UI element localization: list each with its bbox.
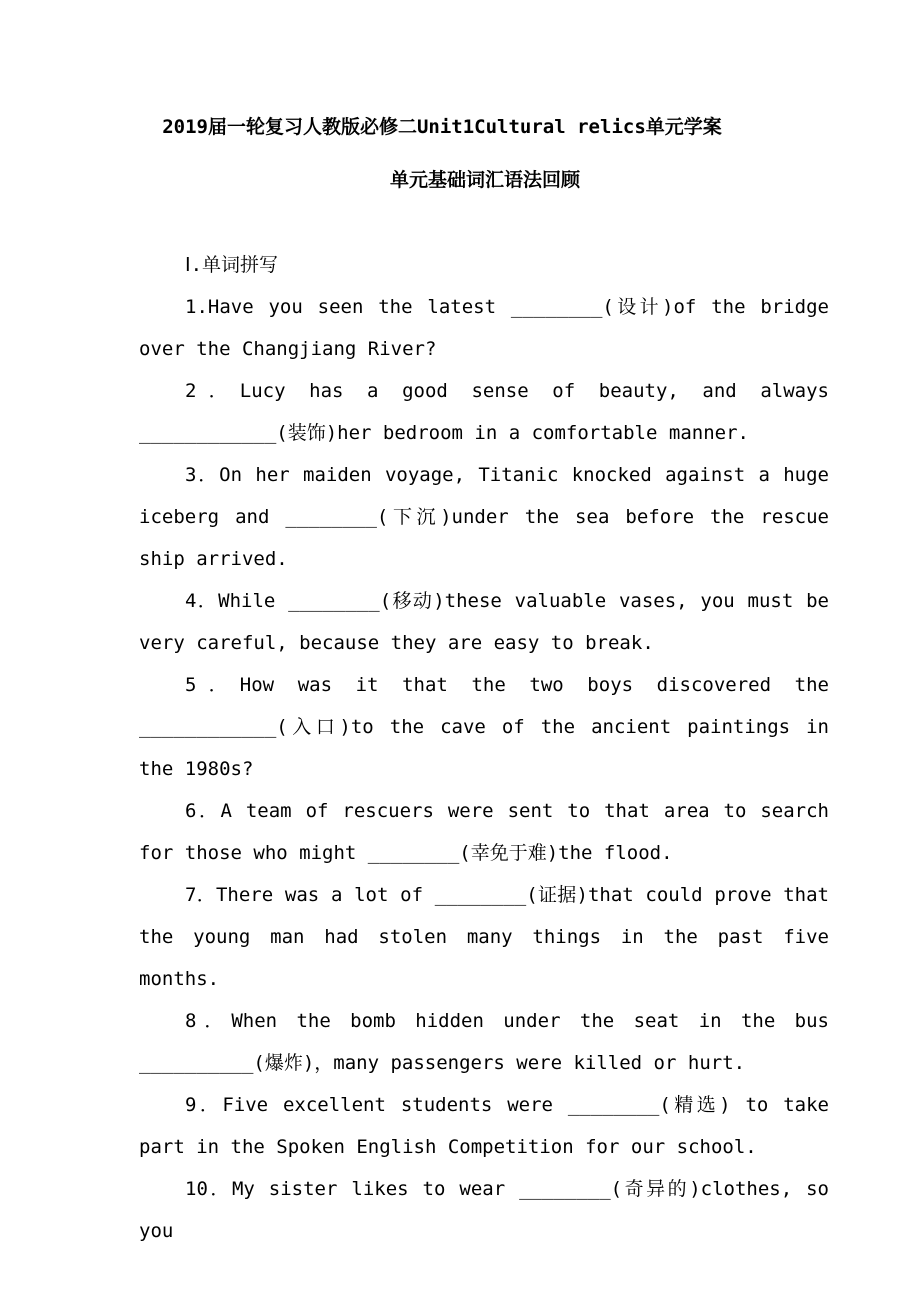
exercise-content xyxy=(139,244,841,1252)
question-text: 4．While ________(移动)these valuable vases, you must be very careful, because they are easy to break. xyxy=(139,590,841,654)
question-item xyxy=(139,370,841,454)
question-item xyxy=(139,454,841,580)
question-text: 3．On her maiden voyage, Titanic knocked against a huge iceberg and ________(下沉)under the sea before the rescue ship arrived. xyxy=(139,464,841,570)
question-item xyxy=(139,1168,841,1252)
question-item xyxy=(139,286,841,370)
question-item xyxy=(139,1000,841,1084)
section-heading: Ⅰ.单词拼写 xyxy=(185,254,279,276)
question-text: 6．A team of rescuers were sent to that area to search for those who might ________(幸免于难)the flood. xyxy=(139,800,841,864)
question-text: 5．How was it that the two boys discovered the ____________(入口)to the cave of the ancient paintings in the 1980s? xyxy=(139,674,841,780)
question-item xyxy=(139,790,841,874)
question-item xyxy=(139,664,841,790)
question-item xyxy=(139,1084,841,1168)
question-text: 10．My sister likes to wear ________(奇异的)clothes, so you xyxy=(139,1178,841,1242)
question-item xyxy=(139,874,841,1000)
question-text: 7．There was a lot of ________(证据)that could prove that the young man had stolen many things in the past five months. xyxy=(139,884,841,990)
question-text: 9．Five excellent students were ________(精选) to take part in the Spoken English Competition for our school. xyxy=(139,1094,841,1158)
document-subtitle: 单元基础词汇语法回顾 xyxy=(389,169,580,191)
question-text: 8．When the bomb hidden under the seat in the bus __________(爆炸)，many passengers were killed or hurt. xyxy=(139,1010,841,1074)
question-text: 2．Lucy has a good sense of beauty, and always ____________(装饰)her bedroom in a comfortable manner. xyxy=(139,380,841,444)
document-title: 2019届一轮复习人教版必修二Unit1Cultural relics单元学案 xyxy=(162,116,722,138)
question-text: 1.Have you seen the latest ________(设计)of the bridge over the Changjiang River? xyxy=(139,296,841,360)
question-item xyxy=(139,580,841,664)
